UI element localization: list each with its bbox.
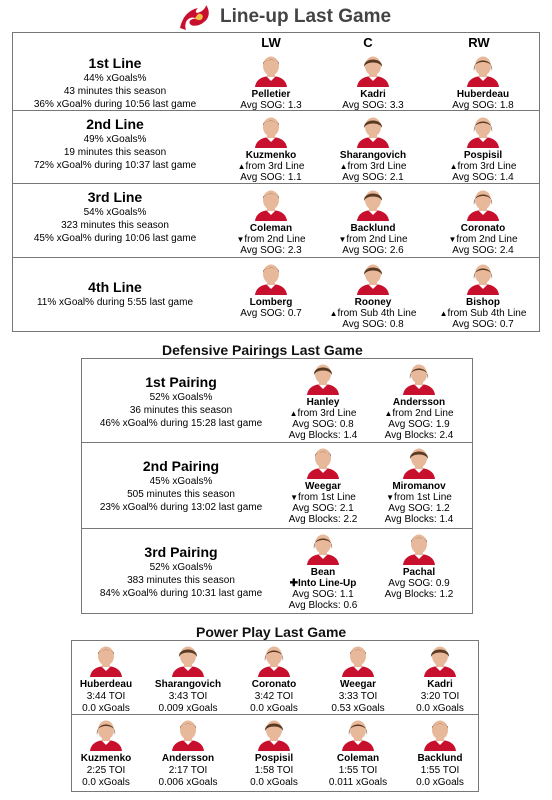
player-card: [216, 187, 326, 256]
player-stat: Avg SOG: 1.3: [240, 100, 302, 111]
powerplay-section-title: Power Play Last Game: [196, 624, 347, 640]
pair-stat: 46% xGoal% during 15:28 last game: [99, 418, 263, 429]
player-card: [428, 114, 538, 183]
player-name: Weegar: [340, 679, 376, 690]
player-move: [318, 308, 428, 319]
player-headshot-icon: [355, 53, 391, 87]
player-move: [268, 578, 378, 589]
player-name: Coleman: [249, 223, 293, 234]
player-stat: Avg SOG: 2.3: [240, 245, 302, 256]
player-xgoals: 0.0 xGoals: [416, 777, 464, 788]
page-title: Line-up Last Game: [220, 6, 392, 27]
defense-section-title: Defensive Pairings Last Game: [162, 342, 363, 358]
powerplay-player: [398, 643, 482, 715]
player-stat: Avg Blocks: 1.4: [384, 514, 454, 525]
player-stat: Avg SOG: 2.1: [292, 503, 354, 514]
player-stat: Avg SOG: 3.3: [342, 100, 404, 111]
line-summary: [20, 55, 210, 111]
pair-name: 2nd Pairing: [142, 458, 220, 474]
player-stat: Avg SOG: 0.8: [292, 419, 354, 430]
move-text: from 3rd Line: [347, 161, 407, 172]
player-xgoals: 0.009 xGoals: [158, 703, 218, 714]
powerplay-player: [64, 643, 148, 715]
player-headshot-icon: [465, 53, 501, 87]
player-name: Hanley: [306, 397, 340, 408]
player-move: [428, 308, 538, 319]
player-move: [428, 161, 538, 172]
powerplay-player: [146, 717, 230, 789]
player-name: Coronato: [460, 223, 506, 234]
player-card: [318, 53, 428, 111]
move-text: from 3rd Line: [297, 408, 357, 419]
player-toi: 1:55 TOI: [420, 765, 460, 776]
player-toi: 3:44 TOI: [86, 691, 126, 702]
pair-summary: [86, 458, 276, 514]
player-headshot-icon: [355, 261, 391, 295]
player-headshot-icon: [253, 53, 289, 87]
player-xgoals: 0.0 xGoals: [250, 777, 298, 788]
move-arrow-icon: ✚: [289, 578, 299, 589]
move-arrow-icon: ▲: [329, 309, 338, 318]
player-stat: Avg SOG: 2.4: [452, 245, 514, 256]
move-text: from 2nd Line: [392, 408, 454, 419]
pair-stat: 23% xGoal% during 13:02 last game: [99, 502, 263, 513]
player-name: Pospisil: [254, 753, 294, 764]
player-name: Lomberg: [249, 297, 293, 308]
player-card: [428, 187, 538, 256]
player-move: [364, 492, 474, 503]
player-headshot-icon: [422, 717, 458, 751]
player-name: Coronato: [251, 679, 297, 690]
line-summary: [20, 279, 210, 309]
line-stat: 72% xGoal% during 10:37 last game: [33, 160, 197, 171]
move-arrow-icon: ▲: [237, 162, 246, 171]
player-name: Kadri: [427, 679, 453, 690]
player-name: Andersson: [392, 397, 446, 408]
player-name: Miromanov: [392, 481, 446, 492]
player-headshot-icon: [256, 717, 292, 751]
move-arrow-icon: ▲: [449, 162, 458, 171]
player-card: [318, 114, 428, 183]
player-stat: Avg SOG: 0.9: [388, 578, 450, 589]
pair-stat: 52% xGoals%: [149, 392, 213, 403]
player-xgoals: 0.0 xGoals: [82, 703, 130, 714]
player-headshot-icon: [305, 445, 341, 479]
player-headshot-icon: [88, 643, 124, 677]
player-name: Kuzmenko: [245, 150, 297, 161]
header: [0, 2, 552, 32]
player-name: Sharangovich: [339, 150, 407, 161]
player-headshot-icon: [355, 187, 391, 221]
player-move: [216, 161, 326, 172]
player-name: Pelletier: [251, 89, 291, 100]
move-text: from 2nd Line: [244, 234, 306, 245]
line-stat: 45% xGoal% during 10:06 last game: [33, 233, 197, 244]
player-move: [428, 234, 538, 245]
move-text: from 3rd Line: [245, 161, 305, 172]
move-text: from 2nd Line: [456, 234, 518, 245]
line-stat: 11% xGoal% during 5:55 last game: [36, 297, 193, 308]
player-card: [216, 114, 326, 183]
player-stat: Avg SOG: 2.6: [342, 245, 404, 256]
player-headshot-icon: [401, 361, 437, 395]
player-card: [268, 531, 378, 611]
player-stat: Avg SOG: 0.8: [342, 319, 404, 330]
move-arrow-icon: ▼: [290, 493, 299, 502]
move-text: from 2nd Line: [346, 234, 408, 245]
move-arrow-icon: ▼: [338, 235, 347, 244]
player-card: [268, 361, 378, 441]
line-stat: 19 minutes this season: [63, 147, 167, 158]
player-name: Pachal: [402, 567, 436, 578]
move-arrow-icon: ▼: [236, 235, 245, 244]
player-name: Sharangovich: [154, 679, 222, 690]
pair-name: 3rd Pairing: [144, 544, 218, 560]
player-stat: Avg SOG: 1.8: [452, 100, 514, 111]
player-move: [318, 234, 428, 245]
column-header-rw: RW: [468, 35, 490, 50]
pair-stat: 505 minutes this season: [127, 489, 235, 500]
player-name: Backlund: [417, 753, 463, 764]
player-stat: Avg Blocks: 2.4: [384, 430, 454, 441]
player-name: Huberdeau: [79, 679, 133, 690]
player-headshot-icon: [88, 717, 124, 751]
powerplay-player: [146, 643, 230, 715]
player-stat: Avg Blocks: 1.2: [384, 589, 454, 600]
powerplay-player: [398, 717, 482, 789]
player-name: Bishop: [466, 297, 500, 308]
line-stat: 49% xGoals%: [83, 134, 147, 145]
move-text: from 3rd Line: [457, 161, 517, 172]
move-arrow-icon: ▼: [448, 235, 457, 244]
player-move: [268, 408, 378, 419]
pair-summary: [86, 544, 276, 600]
player-name: Huberdeau: [456, 89, 510, 100]
player-move: [318, 161, 428, 172]
player-headshot-icon: [401, 445, 437, 479]
player-card: [364, 445, 474, 525]
player-card: [428, 53, 538, 111]
player-xgoals: 0.0 xGoals: [416, 703, 464, 714]
player-stat: Avg Blocks: 2.2: [288, 514, 358, 525]
line-name: 3rd Line: [87, 189, 143, 205]
player-headshot-icon: [253, 261, 289, 295]
player-toi: 3:33 TOI: [338, 691, 378, 702]
player-toi: 3:43 TOI: [168, 691, 208, 702]
player-card: [268, 445, 378, 525]
player-toi: 3:42 TOI: [254, 691, 294, 702]
pair-stat: 52% xGoals%: [149, 562, 213, 573]
player-move: [268, 492, 378, 503]
pair-stat: 84% xGoal% during 10:31 last game: [99, 588, 263, 599]
player-headshot-icon: [253, 187, 289, 221]
line-stat: 54% xGoals%: [83, 207, 147, 218]
player-xgoals: 0.0 xGoals: [250, 703, 298, 714]
move-text: from 1st Line: [298, 492, 356, 503]
player-headshot-icon: [401, 531, 437, 565]
powerplay-player: [232, 717, 316, 789]
pair-name: 1st Pairing: [145, 374, 217, 390]
column-header-lw: LW: [261, 35, 281, 50]
player-headshot-icon: [256, 643, 292, 677]
player-toi: 1:55 TOI: [338, 765, 378, 776]
player-headshot-icon: [355, 114, 391, 148]
pair-stat: 45% xGoals%: [149, 476, 213, 487]
player-headshot-icon: [465, 261, 501, 295]
move-arrow-icon: ▼: [386, 493, 395, 502]
flames-logo-icon: [176, 4, 212, 32]
player-headshot-icon: [340, 717, 376, 751]
player-name: Pospisil: [463, 150, 503, 161]
player-xgoals: 0.006 xGoals: [158, 777, 218, 788]
line-stat: 44% xGoals%: [83, 73, 147, 84]
move-text: from 1st Line: [394, 492, 452, 503]
player-card: [364, 531, 474, 600]
player-headshot-icon: [422, 643, 458, 677]
player-stat: Avg SOG: 1.1: [292, 589, 354, 600]
player-headshot-icon: [170, 717, 206, 751]
player-toi: 1:58 TOI: [254, 765, 294, 776]
player-headshot-icon: [465, 187, 501, 221]
player-name: Kuzmenko: [80, 753, 132, 764]
move-text: from Sub 4th Line: [447, 308, 527, 319]
player-card: [428, 261, 538, 330]
line-name: 1st Line: [88, 55, 142, 71]
move-text: from Sub 4th Line: [337, 308, 417, 319]
line-stat: 36% xGoal% during 10:56 last game: [33, 99, 197, 110]
line-name: 2nd Line: [86, 116, 144, 132]
player-stat: Avg SOG: 0.7: [240, 308, 302, 319]
player-headshot-icon: [340, 643, 376, 677]
pair-stat: 383 minutes this season: [127, 575, 235, 586]
player-stat: Avg SOG: 1.4: [452, 172, 514, 183]
player-headshot-icon: [465, 114, 501, 148]
line-name: 4th Line: [88, 279, 142, 295]
player-toi: 2:25 TOI: [86, 765, 126, 776]
player-name: Backlund: [350, 223, 396, 234]
player-toi: 3:20 TOI: [420, 691, 460, 702]
player-card: [364, 361, 474, 441]
player-card: [318, 187, 428, 256]
move-arrow-icon: ▲: [289, 409, 298, 418]
powerplay-player: [316, 643, 400, 715]
column-header-c: C: [363, 35, 373, 50]
player-name: Bean: [310, 567, 336, 578]
player-xgoals: 0.011 xGoals: [328, 777, 388, 788]
player-card: [216, 53, 326, 111]
player-stat: Avg SOG: 1.2: [388, 503, 450, 514]
player-name: Coleman: [336, 753, 380, 764]
move-text: Into Line-Up: [298, 578, 357, 589]
powerplay-player: [232, 643, 316, 715]
pair-summary: [86, 374, 276, 430]
player-name: Kadri: [360, 89, 386, 100]
player-toi: 2:17 TOI: [168, 765, 208, 776]
player-card: [216, 261, 326, 319]
move-arrow-icon: ▲: [384, 409, 393, 418]
player-stat: Avg Blocks: 0.6: [288, 600, 358, 611]
player-stat: Avg SOG: 2.1: [342, 172, 404, 183]
player-card: [318, 261, 428, 330]
player-xgoals: 0.0 xGoals: [82, 777, 130, 788]
powerplay-player: [316, 717, 400, 789]
line-stat: 323 minutes this season: [61, 220, 169, 231]
player-name: Andersson: [161, 753, 215, 764]
move-arrow-icon: ▲: [439, 309, 448, 318]
player-stat: Avg SOG: 0.7: [452, 319, 514, 330]
player-headshot-icon: [305, 531, 341, 565]
player-name: Weegar: [305, 481, 341, 492]
line-stat: 43 minutes this season: [63, 86, 167, 97]
player-headshot-icon: [253, 114, 289, 148]
player-stat: Avg SOG: 1.9: [388, 419, 450, 430]
player-name: Rooney: [354, 297, 392, 308]
powerplay-player: [64, 717, 148, 789]
line-summary: [20, 189, 210, 245]
pair-stat: 36 minutes this season: [129, 405, 233, 416]
player-stat: Avg Blocks: 1.4: [288, 430, 358, 441]
player-xgoals: 0.53 xGoals: [331, 703, 385, 714]
line-summary: [20, 116, 210, 172]
player-headshot-icon: [170, 643, 206, 677]
player-stat: Avg SOG: 1.1: [240, 172, 302, 183]
player-move: [216, 234, 326, 245]
move-arrow-icon: ▲: [339, 162, 348, 171]
player-headshot-icon: [305, 361, 341, 395]
player-move: [364, 408, 474, 419]
